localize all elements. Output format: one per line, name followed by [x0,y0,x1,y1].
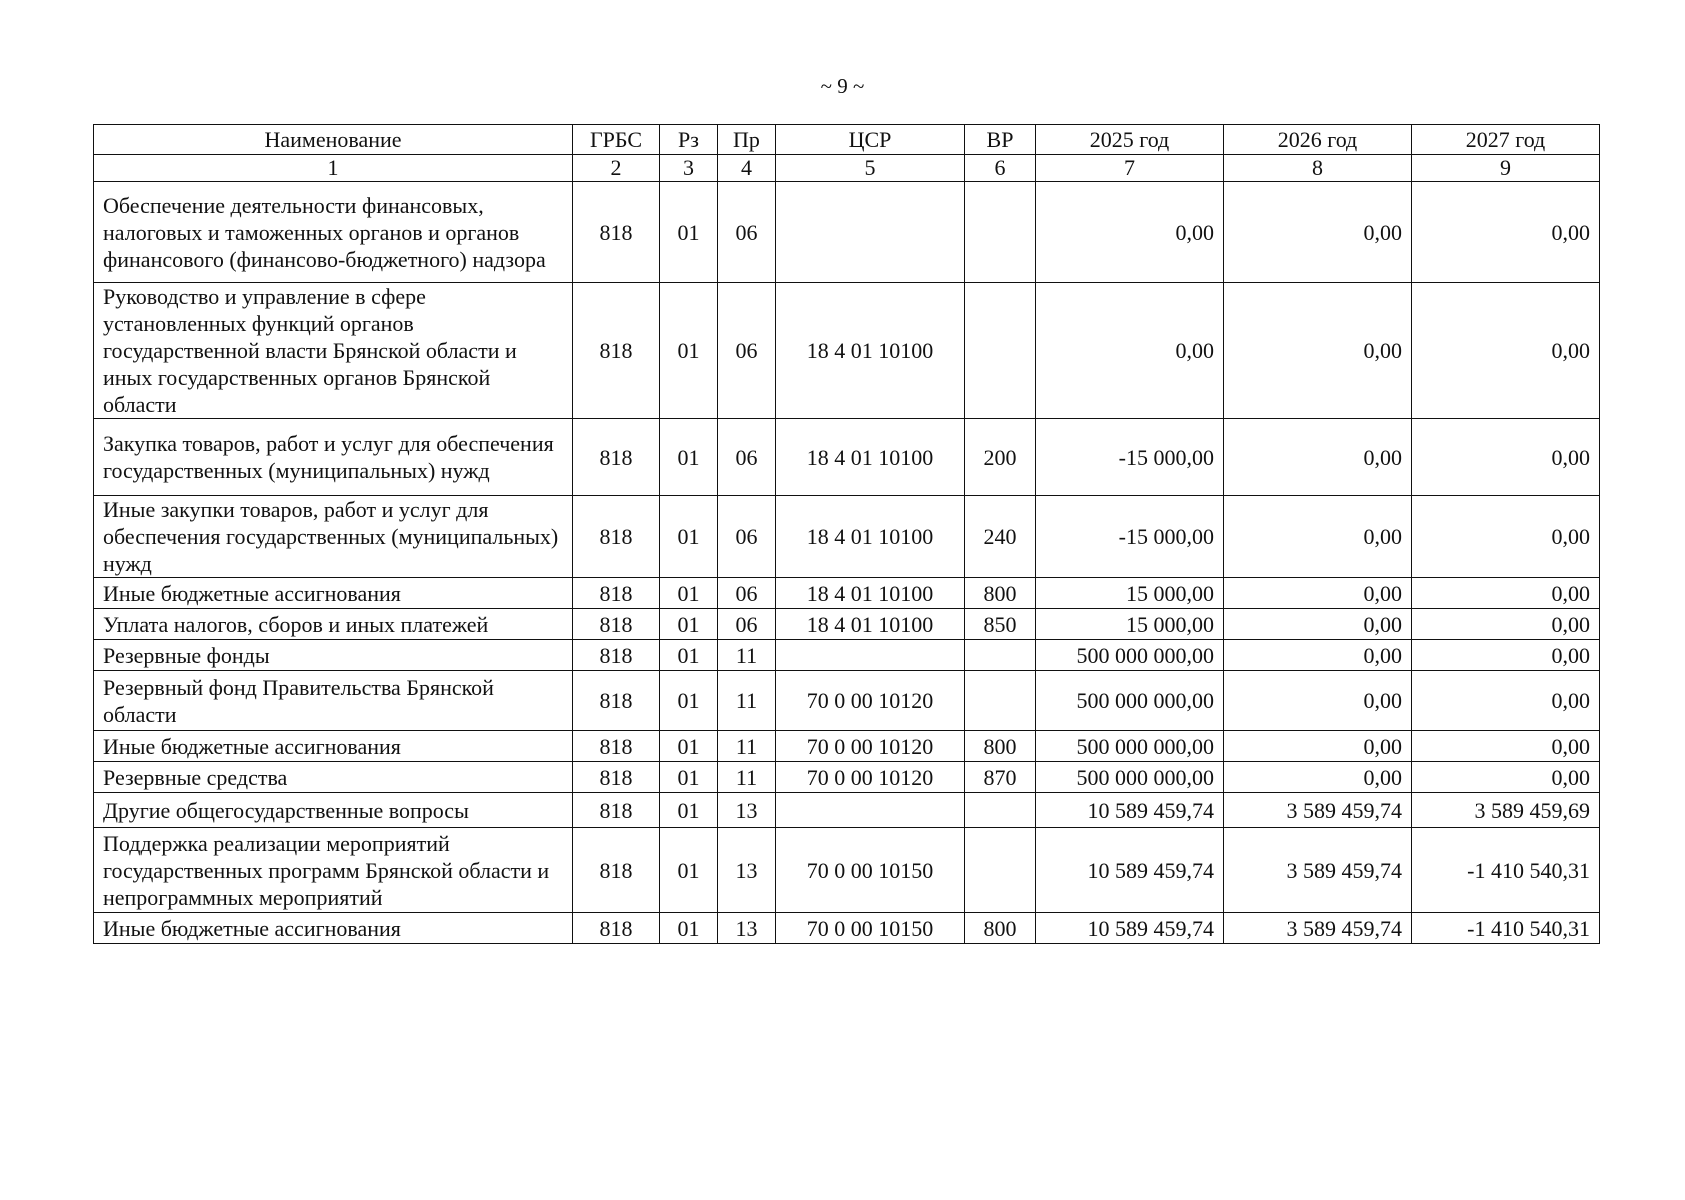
row-amount-2025: 10 589 459,74 [1036,828,1224,913]
table-row [94,762,1600,793]
row-amount-2027: 0,00 [1412,762,1600,793]
row-amount-2026: 3 589 459,74 [1224,793,1412,828]
row-vr: 800 [965,731,1036,762]
header-csr: ЦСР [776,125,965,155]
row-amount-2026: 0,00 [1224,640,1412,671]
row-vr [965,640,1036,671]
row-name: Уплата налогов, сборов и иных платежей [94,609,573,640]
row-pr: 13 [718,828,776,913]
row-vr: 800 [965,578,1036,609]
row-vr [965,793,1036,828]
row-amount-2025: 10 589 459,74 [1036,913,1224,944]
header-rz: Рз [660,125,718,155]
row-amount-2027: 3 589 459,69 [1412,793,1600,828]
row-amount-2025: -15 000,00 [1036,419,1224,496]
row-csr [776,793,965,828]
row-rz: 01 [660,793,718,828]
row-vr [965,671,1036,731]
table-row [94,496,1600,578]
row-name: Закупка товаров, работ и услуг для обеспечения государственных (муниципальных) нужд [94,419,573,496]
row-amount-2025: 0,00 [1036,182,1224,283]
row-pr: 11 [718,671,776,731]
column-number: 3 [660,155,718,182]
table-row [94,828,1600,913]
row-pr: 13 [718,793,776,828]
row-amount-2025: 500 000 000,00 [1036,640,1224,671]
row-csr: 70 0 00 10150 [776,828,965,913]
row-amount-2025: -15 000,00 [1036,496,1224,578]
row-grbs: 818 [573,419,660,496]
row-amount-2026: 0,00 [1224,283,1412,419]
row-amount-2027: 0,00 [1412,496,1600,578]
row-grbs: 818 [573,283,660,419]
row-grbs: 818 [573,578,660,609]
row-rz: 01 [660,496,718,578]
row-pr: 11 [718,640,776,671]
row-amount-2026: 3 589 459,74 [1224,913,1412,944]
row-amount-2025: 500 000 000,00 [1036,762,1224,793]
row-rz: 01 [660,731,718,762]
row-grbs: 818 [573,762,660,793]
column-number: 7 [1036,155,1224,182]
row-pr: 06 [718,419,776,496]
row-amount-2025: 0,00 [1036,283,1224,419]
row-pr: 06 [718,182,776,283]
row-amount-2025: 500 000 000,00 [1036,731,1224,762]
row-name: Обеспечение деятельности финансовых, налоговых и таможенных органов и органов финансового (финансово-бюджетного) надзора [94,182,573,283]
column-number: 2 [573,155,660,182]
row-rz: 01 [660,671,718,731]
table-row [94,913,1600,944]
row-amount-2025: 15 000,00 [1036,578,1224,609]
row-rz: 01 [660,913,718,944]
table-row [94,609,1600,640]
row-amount-2025: 500 000 000,00 [1036,671,1224,731]
row-name: Поддержка реализации мероприятий государственных программ Брянской области и непрограммных мероприятий [94,828,573,913]
column-number: 4 [718,155,776,182]
row-amount-2027: 0,00 [1412,640,1600,671]
header-pr: Пр [718,125,776,155]
row-amount-2027: 0,00 [1412,671,1600,731]
row-vr: 800 [965,913,1036,944]
row-name: Резервные средства [94,762,573,793]
row-rz: 01 [660,828,718,913]
column-number-row [94,155,1600,182]
row-csr: 70 0 00 10120 [776,731,965,762]
row-name: Резервный фонд Правительства Брянской области [94,671,573,731]
table-row [94,671,1600,731]
row-amount-2027: -1 410 540,31 [1412,913,1600,944]
row-amount-2026: 0,00 [1224,762,1412,793]
column-number: 5 [776,155,965,182]
row-vr [965,283,1036,419]
row-pr: 13 [718,913,776,944]
table-row [94,182,1600,283]
row-vr: 200 [965,419,1036,496]
row-rz: 01 [660,182,718,283]
row-grbs: 818 [573,913,660,944]
table-row [94,640,1600,671]
row-amount-2026: 0,00 [1224,609,1412,640]
header-2026: 2026 год [1224,125,1412,155]
column-number: 8 [1224,155,1412,182]
table-row [94,283,1600,419]
row-grbs: 818 [573,793,660,828]
row-grbs: 818 [573,671,660,731]
header-row [94,125,1600,155]
row-grbs: 818 [573,731,660,762]
row-pr: 06 [718,496,776,578]
row-name: Иные бюджетные ассигнования [94,731,573,762]
row-amount-2026: 3 589 459,74 [1224,828,1412,913]
row-pr: 06 [718,283,776,419]
row-csr: 18 4 01 10100 [776,609,965,640]
column-number: 9 [1412,155,1600,182]
row-name: Другие общегосударственные вопросы [94,793,573,828]
row-amount-2026: 0,00 [1224,496,1412,578]
row-rz: 01 [660,609,718,640]
row-csr [776,640,965,671]
row-vr [965,182,1036,283]
column-number: 1 [94,155,573,182]
table-row [94,419,1600,496]
page-number: ~ 9 ~ [820,74,865,98]
row-amount-2027: 0,00 [1412,419,1600,496]
table-row [94,793,1600,828]
row-csr [776,182,965,283]
header-2025: 2025 год [1036,125,1224,155]
row-csr: 70 0 00 10150 [776,913,965,944]
row-csr: 70 0 00 10120 [776,671,965,731]
row-amount-2026: 0,00 [1224,578,1412,609]
header-name: Наименование [94,125,573,155]
row-grbs: 818 [573,828,660,913]
row-amount-2027: 0,00 [1412,283,1600,419]
row-amount-2025: 15 000,00 [1036,609,1224,640]
row-vr: 870 [965,762,1036,793]
row-pr: 11 [718,731,776,762]
row-name: Иные бюджетные ассигнования [94,578,573,609]
row-csr: 18 4 01 10100 [776,419,965,496]
budget-table [93,124,1600,944]
header-grbs: ГРБС [573,125,660,155]
row-amount-2025: 10 589 459,74 [1036,793,1224,828]
row-name: Резервные фонды [94,640,573,671]
row-name: Руководство и управление в сфере установленных функций органов государственной власти Брянской области и иных государственных органов Брянской области [94,283,573,419]
row-rz: 01 [660,640,718,671]
row-amount-2026: 0,00 [1224,419,1412,496]
table-row [94,731,1600,762]
column-number: 6 [965,155,1036,182]
row-amount-2026: 0,00 [1224,182,1412,283]
row-amount-2027: 0,00 [1412,182,1600,283]
row-name: Иные бюджетные ассигнования [94,913,573,944]
table-body [94,182,1600,944]
header-vr: ВР [965,125,1036,155]
row-grbs: 818 [573,609,660,640]
row-csr: 18 4 01 10100 [776,496,965,578]
row-pr: 06 [718,609,776,640]
row-grbs: 818 [573,640,660,671]
table-row [94,578,1600,609]
row-rz: 01 [660,578,718,609]
row-pr: 11 [718,762,776,793]
row-amount-2027: 0,00 [1412,731,1600,762]
row-grbs: 818 [573,496,660,578]
row-rz: 01 [660,283,718,419]
row-csr: 70 0 00 10120 [776,762,965,793]
row-name: Иные закупки товаров, работ и услуг для обеспечения государственных (муниципальных) нужд [94,496,573,578]
row-csr: 18 4 01 10100 [776,283,965,419]
row-vr: 240 [965,496,1036,578]
row-amount-2027: -1 410 540,31 [1412,828,1600,913]
row-pr: 06 [718,578,776,609]
row-rz: 01 [660,762,718,793]
row-amount-2026: 0,00 [1224,671,1412,731]
header-2027: 2027 год [1412,125,1600,155]
row-amount-2027: 0,00 [1412,609,1600,640]
row-amount-2027: 0,00 [1412,578,1600,609]
row-rz: 01 [660,419,718,496]
row-vr [965,828,1036,913]
row-grbs: 818 [573,182,660,283]
row-vr: 850 [965,609,1036,640]
row-amount-2026: 0,00 [1224,731,1412,762]
row-csr: 18 4 01 10100 [776,578,965,609]
